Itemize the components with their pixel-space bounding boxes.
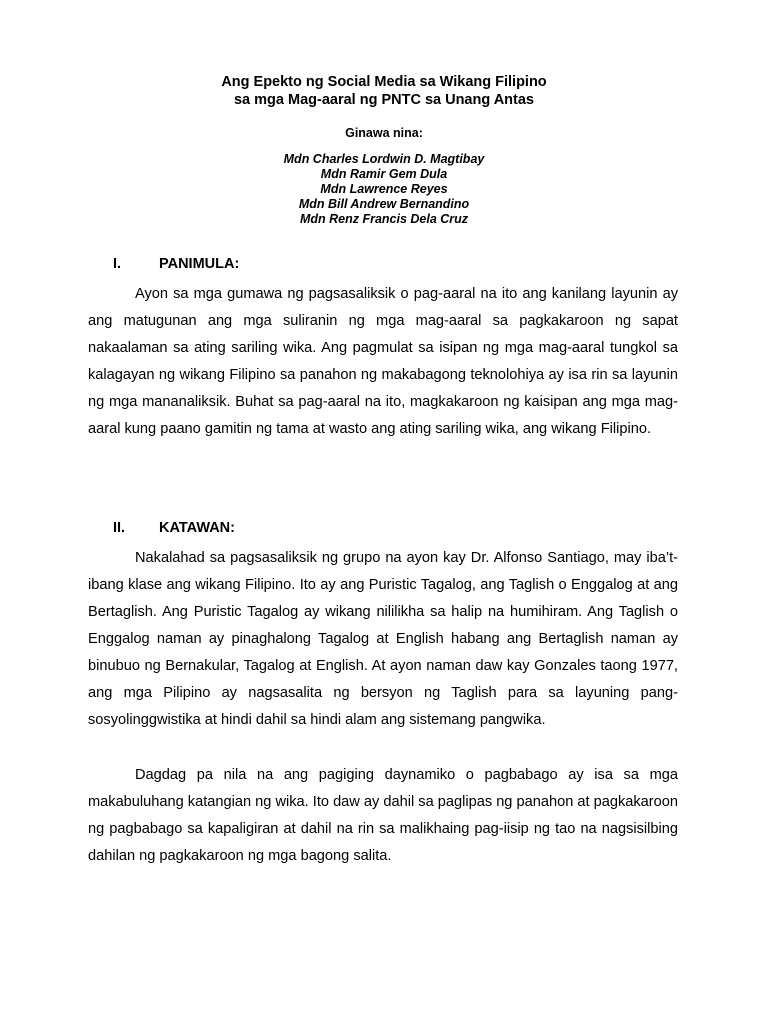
paragraph-katawan-2: Dagdag pa nila na ang pagiging daynamiko o pagbabago ay isa sa mga makabuluhang katangian ng wika. Ito daw ay dahil sa paglipas ng panahon at pagkakaroon ng pagbabago sa kapaligiran at dahil na rin sa malikhaing pag-iisip ng tao na nagsisilbing dahilan ng pagkakaroon ng mga bagong salita. [88,767,678,864]
section-number: II. [113,520,126,536]
author-list [0,152,768,227]
author-name: Mdn Lawrence Reyes [320,182,448,196]
author-name: Mdn Renz Francis Dela Cruz [299,212,469,226]
author-name: Mdn Bill Andrew Bernandino [298,197,470,211]
section-title: KATAWAN: [159,520,235,536]
author-name: Mdn Charles Lordwin D. Magtibay [283,152,485,166]
section-title: PANIMULA: [159,256,240,272]
section-heading-panimula [113,255,239,273]
paragraph-panimula: Ayon sa mga gumawa ng pagsasaliksik o pag-aaral na ito ang kanilang layunin ay ang matugunan ang mga suliranin ng mga mag-aaral sa pagkakaroon ng sapat nakaalaman sa ating sariling wika. Ang pagmulat sa isipan ng mga mag-aaral tungkol sa kalagayan ng wikang Filipino sa panahon ng makabagong teknolohiya ay isa rin sa layunin ng mga mananaliksik. Buhat sa pag-aaral na ito, magkakaroon ng kaisipan ang mga mag-aaral kung paano gamitin ng tama at wasto ang ating sariling wika, ang wikang Filipino. [88,286,678,437]
paragraph-katawan-1: Nakalahad sa pagsasaliksik ng grupo na ayon kay Dr. Alfonso Santiago, may iba’t-ibang klase ang wikang Filipino. Ito ay ang Puristic Tagalog, ang Taglish o Enggalog at ang Bertaglish. Ang Puristic Tagalog ay wikang nililikha sa halip na humihiram. Ang Taglish o Enggalog naman ay pinaghalong Tagalog at English habang ang Bertaglish naman ay binubuo ng Bernakular, Tagalog at English. At ayon naman daw kay Gonzales taong 1977, ang mga Pilipino ay nagsasalita ng bersyon ng Taglish para sa layuning pang-sosyolinggwistika at hindi dahil sa hindi alam ang sistemang pangwika. [88,550,678,728]
section-number: I. [113,256,122,272]
author-name: Mdn Ramir Gem Dula [320,167,448,181]
byline-label: Ginawa nina: [345,126,423,140]
document-title-line-2: sa mga Mag-aaral ng PNTC sa Unang Antas [233,92,534,108]
document-title-line-1: Ang Epekto ng Social Media sa Wikang Filipino [221,74,547,90]
section-heading-katawan [113,519,235,537]
